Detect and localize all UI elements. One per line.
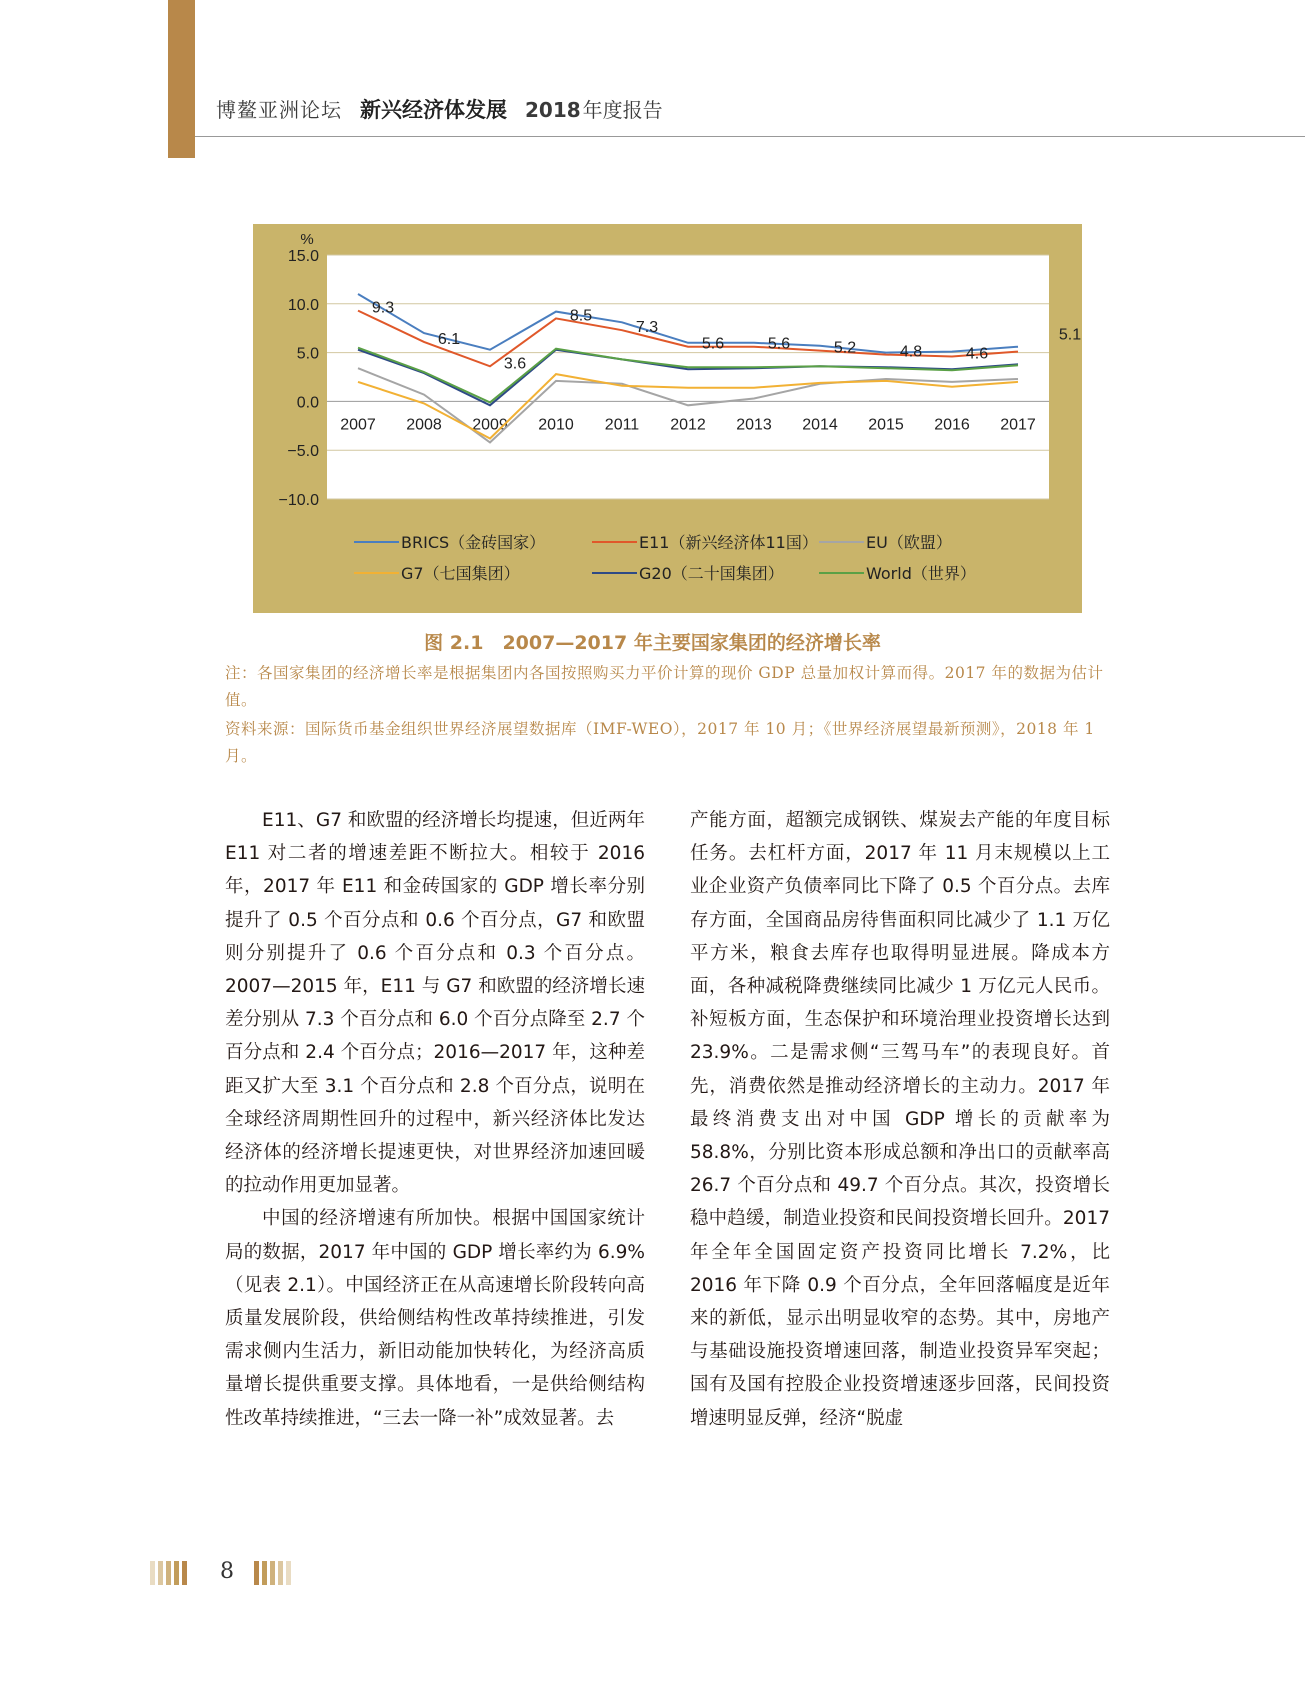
paragraph: 产能方面，超额完成钢铁、煤炭去产能的年度目标任务。去杠杆方面，2017 年 11 月末规模以上工业企业资产负债率同比下降了 0.5 个百分点。去库存方面，全国商品房待售面积同比减少了 1.1 万亿平方米，粮食去库存也取得明显进展。降成本方面，各种减税降费继续同比减少 1 万亿元人民币。补短板方面，生态保护和环境治理业投资增长达到 23.9%。二是需求侧“三驾马车”的表现良好。首先，消费依然是推动经济增长的主动力。2017 年最终消费支出对中国 GDP 增长的贡献率为 58.8%，分别比资本形成总额和净出口的贡献率高 26.7 个百分点和 49.7 个百分点。其次，投资增长稳中趋缓，制造业投资和民间投资增长回升。2017 年全年全国固定资产投资同比增长 7.2%，比 2016 年下降 0.9 个百分点，全年回落幅度是近年来的新低，显示出明显收窄的态势。其中，房地产与基础设施投资增速回落，制造业投资异军突起；国有及国有控股企业投资增速逐步回落，民间投资增速明显反弹，经济“脱虚 <box>690 810 1110 1429</box>
legend-label: G20（二十国集团） <box>639 564 784 583</box>
data-label: 5.2 <box>833 339 857 357</box>
y-tick-label: 0.0 <box>296 394 319 412</box>
x-tick-label: 2014 <box>802 416 838 434</box>
data-label: 5.1 <box>1058 326 1082 344</box>
paragraph: E11、G7 和欧盟的经济增长均提速，但近两年 E11 对二者的增速差距不断拉大。相较于 2016 年，2017 年 E11 和金砖国家的 GDP 增长率分别提升了 0.5 个百分点和 0.6 个百分点，G7 和欧盟则分别提升了 0.6 个百分点和 0.3 个百分点。2007—2015 年，E11 与 G7 和欧盟的经济增长速差分别从 7.3 个百分点和 6.0 个百分点降至 2.7 个百分点和 2.4 个百分点；2016—2017 年，这种差距又扩大至 3.1 个百分点和 2.8 个百分点，说明在全球经济周期性回升的过程中，新兴经济体比发达经济体的经济增长提速更快，对世界经济加速回暖的拉动作用更加显著。 <box>225 810 645 1197</box>
footer-ornament-left <box>150 1561 187 1585</box>
data-label: 3.6 <box>503 355 527 373</box>
figure-note: 注：各国家集团的经济增长率是根据集团内各国按照购买力平价计算的现价 GDP 总量加权计算而得。2017 年的数据为估计值。 <box>225 664 1104 709</box>
legend-label: World（世界） <box>866 564 976 583</box>
header-rule <box>195 136 1305 137</box>
header-report-title: 新兴经济体发展 <box>360 97 507 122</box>
figure-caption: 图 2.1 2007—2017 年主要国家集团的经济增长率 <box>424 632 881 654</box>
x-tick-label: 2007 <box>340 416 376 434</box>
legend-label: EU（欧盟） <box>866 533 952 552</box>
x-tick-label: 2011 <box>604 416 640 434</box>
x-tick-label: 2017 <box>1000 416 1036 434</box>
legend-label: G7（七国集团） <box>401 564 520 583</box>
header-year: 2018 <box>525 98 581 122</box>
data-label: 8.5 <box>569 307 593 325</box>
data-label: 4.8 <box>899 343 923 361</box>
data-label: 7.3 <box>635 319 659 337</box>
x-tick-label: 2010 <box>538 416 574 434</box>
data-label: 9.3 <box>371 299 395 317</box>
header-accent-bar <box>168 0 195 158</box>
growth-line-chart <box>253 224 1082 613</box>
figure-source: 资料来源：国际货币基金组织世界经济展望数据库（IMF-WEO），2017 年 10 月；《世界经济展望最新预测》，2018 年 1 月。 <box>225 720 1095 765</box>
legend-label: BRICS（金砖国家） <box>401 533 546 552</box>
header-forum: 博鳌亚洲论坛 <box>216 98 342 122</box>
text-column-left <box>225 804 645 1435</box>
x-tick-label: 2015 <box>868 416 904 434</box>
x-tick-label: 2013 <box>736 416 772 434</box>
y-tick-label: 15.0 <box>287 248 319 265</box>
footer-ornament-right <box>254 1561 291 1585</box>
data-label: 4.6 <box>965 345 989 363</box>
page-number: 8 <box>220 1559 234 1584</box>
x-tick-label: 2009 <box>472 416 508 434</box>
data-label: 6.1 <box>437 330 461 348</box>
text-column-right <box>690 804 1110 1435</box>
data-label: 5.6 <box>767 335 791 353</box>
y-tick-label: −10.0 <box>278 492 319 509</box>
y-tick-label: −5.0 <box>287 443 319 461</box>
legend-label: E11（新兴经济体11国） <box>639 533 818 552</box>
x-tick-label: 2008 <box>406 416 442 434</box>
data-label: 5.6 <box>701 335 725 353</box>
running-header <box>216 94 663 124</box>
chart-frame <box>253 224 1082 613</box>
y-tick-label: 10.0 <box>287 296 319 314</box>
x-tick-label: 2016 <box>934 416 970 434</box>
header-year-suffix: 年度报告 <box>582 98 663 122</box>
y-tick-label: 5.0 <box>296 345 319 363</box>
x-tick-label: 2012 <box>670 416 706 434</box>
y-unit-label: % <box>300 231 314 248</box>
paragraph: 中国的经济增速有所加快。根据中国国家统计局的数据，2017 年中国的 GDP 增长率约为 6.9%（见表 2.1）。中国经济正在从高速增长阶段转向高质量发展阶段，供给侧结构性改革持续推进，引发需求侧内生活力，新旧动能加快转化，为经济高质量增长提供重要支撑。具体地看，一是供给侧结构性改革持续推进，“三去一降一补”成效显著。去 <box>225 1208 645 1429</box>
